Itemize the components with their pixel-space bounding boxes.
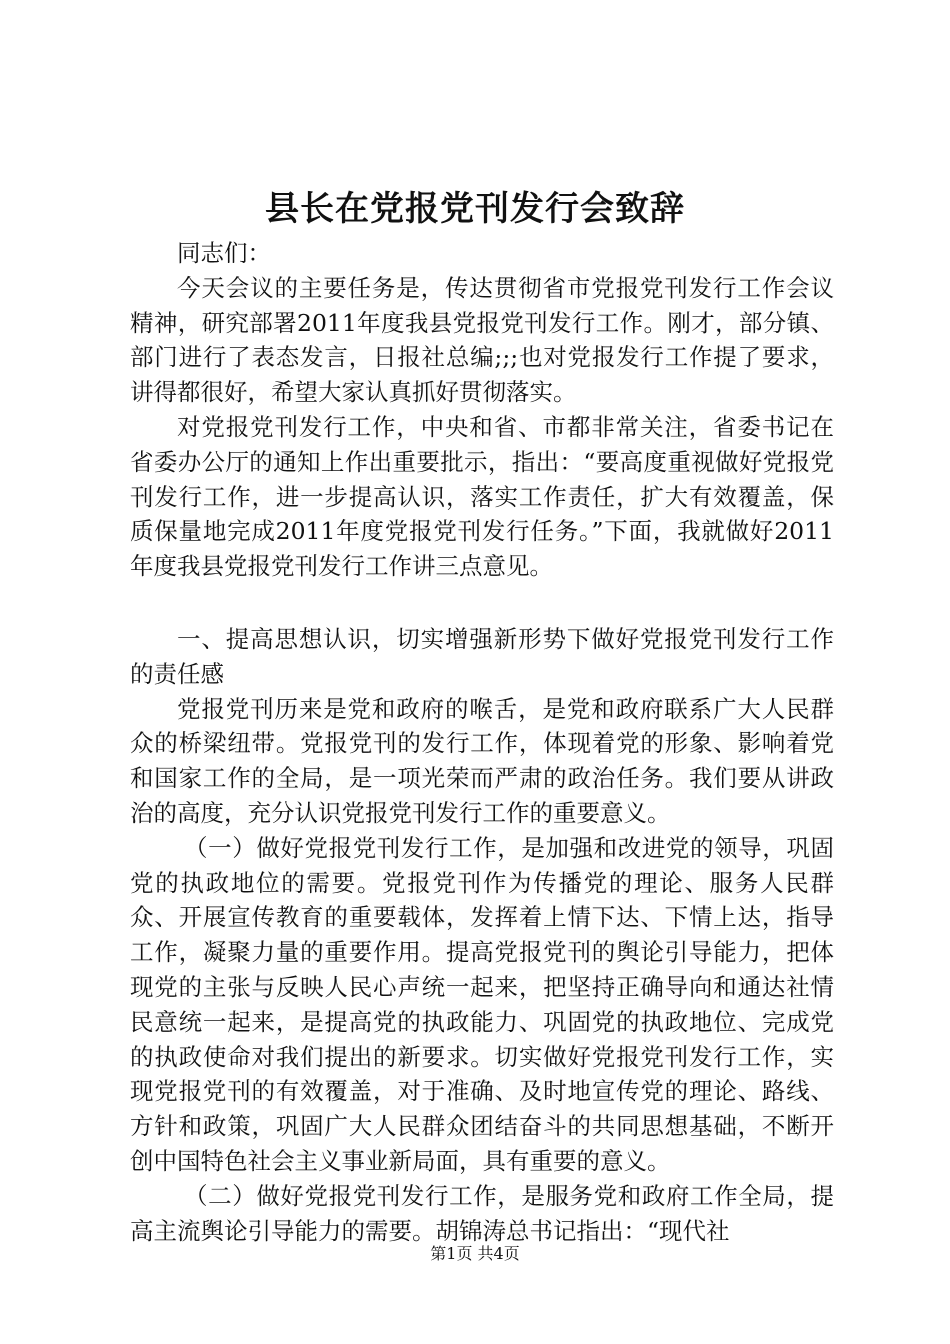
paragraph-intro: 今天会议的主要任务是，传达贯彻省市党报党刊发行工作会议精神，研究部署2011年度我县党报党刊发行工作。刚才，部分镇、部门进行了表态发言，日报社总编;;;也对党报发行工作提了要求，讲得都很好，希望大家认真抓好贯彻落实。 (130, 273, 834, 407)
salutation: 同志们： (177, 239, 271, 267)
page-number-footer: 第1页 共4页 (430, 1244, 520, 1263)
section-heading-1: 一、提高思想认识，切实增强新形势下做好党报党刊发行工作的责任感 (130, 624, 834, 688)
paragraph-instruction: 对党报党刊发行工作，中央和省、市都非常关注，省委书记在省委办公厅的通知上作出重要批示，指出：“要高度重视做好党报党刊发行工作，进一步提高认识，落实工作责任，扩大有效覆盖，保质保量地完成2011年度党报党刊发行任务。”下面，我就做好2011年度我县党报党刊发行工作讲三点意见。 (130, 412, 834, 581)
paragraph-section-1: 党报党刊历来是党和政府的喉舌，是党和政府联系广大人民群众的桥梁纽带。党报党刊的发行工作，体现着党的形象、影响着党和国家工作的全局，是一项光荣而严肃的政治任务。我们要从讲政治的高度，充分认识党报党刊发行工作的重要意义。 (130, 694, 834, 827)
document-body (130, 236, 834, 1248)
paragraph-subpoint-1: （一）做好党报党刊发行工作，是加强和改进党的领导，巩固党的执政地位的需要。党报党刊作为传播党的理论、服务人民群众、开展宣传教育的重要载体，发挥着上情下达、下情上达，指导工作，凝聚力量的重要作用。提高党报党刊的舆论引导能力，把体现党的主张与反映人民心声统一起来，把坚持正确导向和通达社情民意统一起来，是提高党的执政能力、巩固党的执政地位、完成党的执政使命对我们提出的新要求。切实做好党报党刊发行工作，实现党报党刊的有效覆盖，对于准确、及时地宣传党的理论、路线、方针和政策，巩固广大人民群众团结奋斗的共同思想基础，不断开创中国特色社会主义事业新局面，具有重要的意义。 (130, 833, 834, 1175)
document-title: 县长在党报党刊发行会致辞 (265, 189, 685, 229)
paragraph-subpoint-2: （二）做好党报党刊发行工作，是服务党和政府工作全局，提高主流舆论引导能力的需要。胡锦涛总书记指出：“现代社 (130, 1181, 834, 1245)
